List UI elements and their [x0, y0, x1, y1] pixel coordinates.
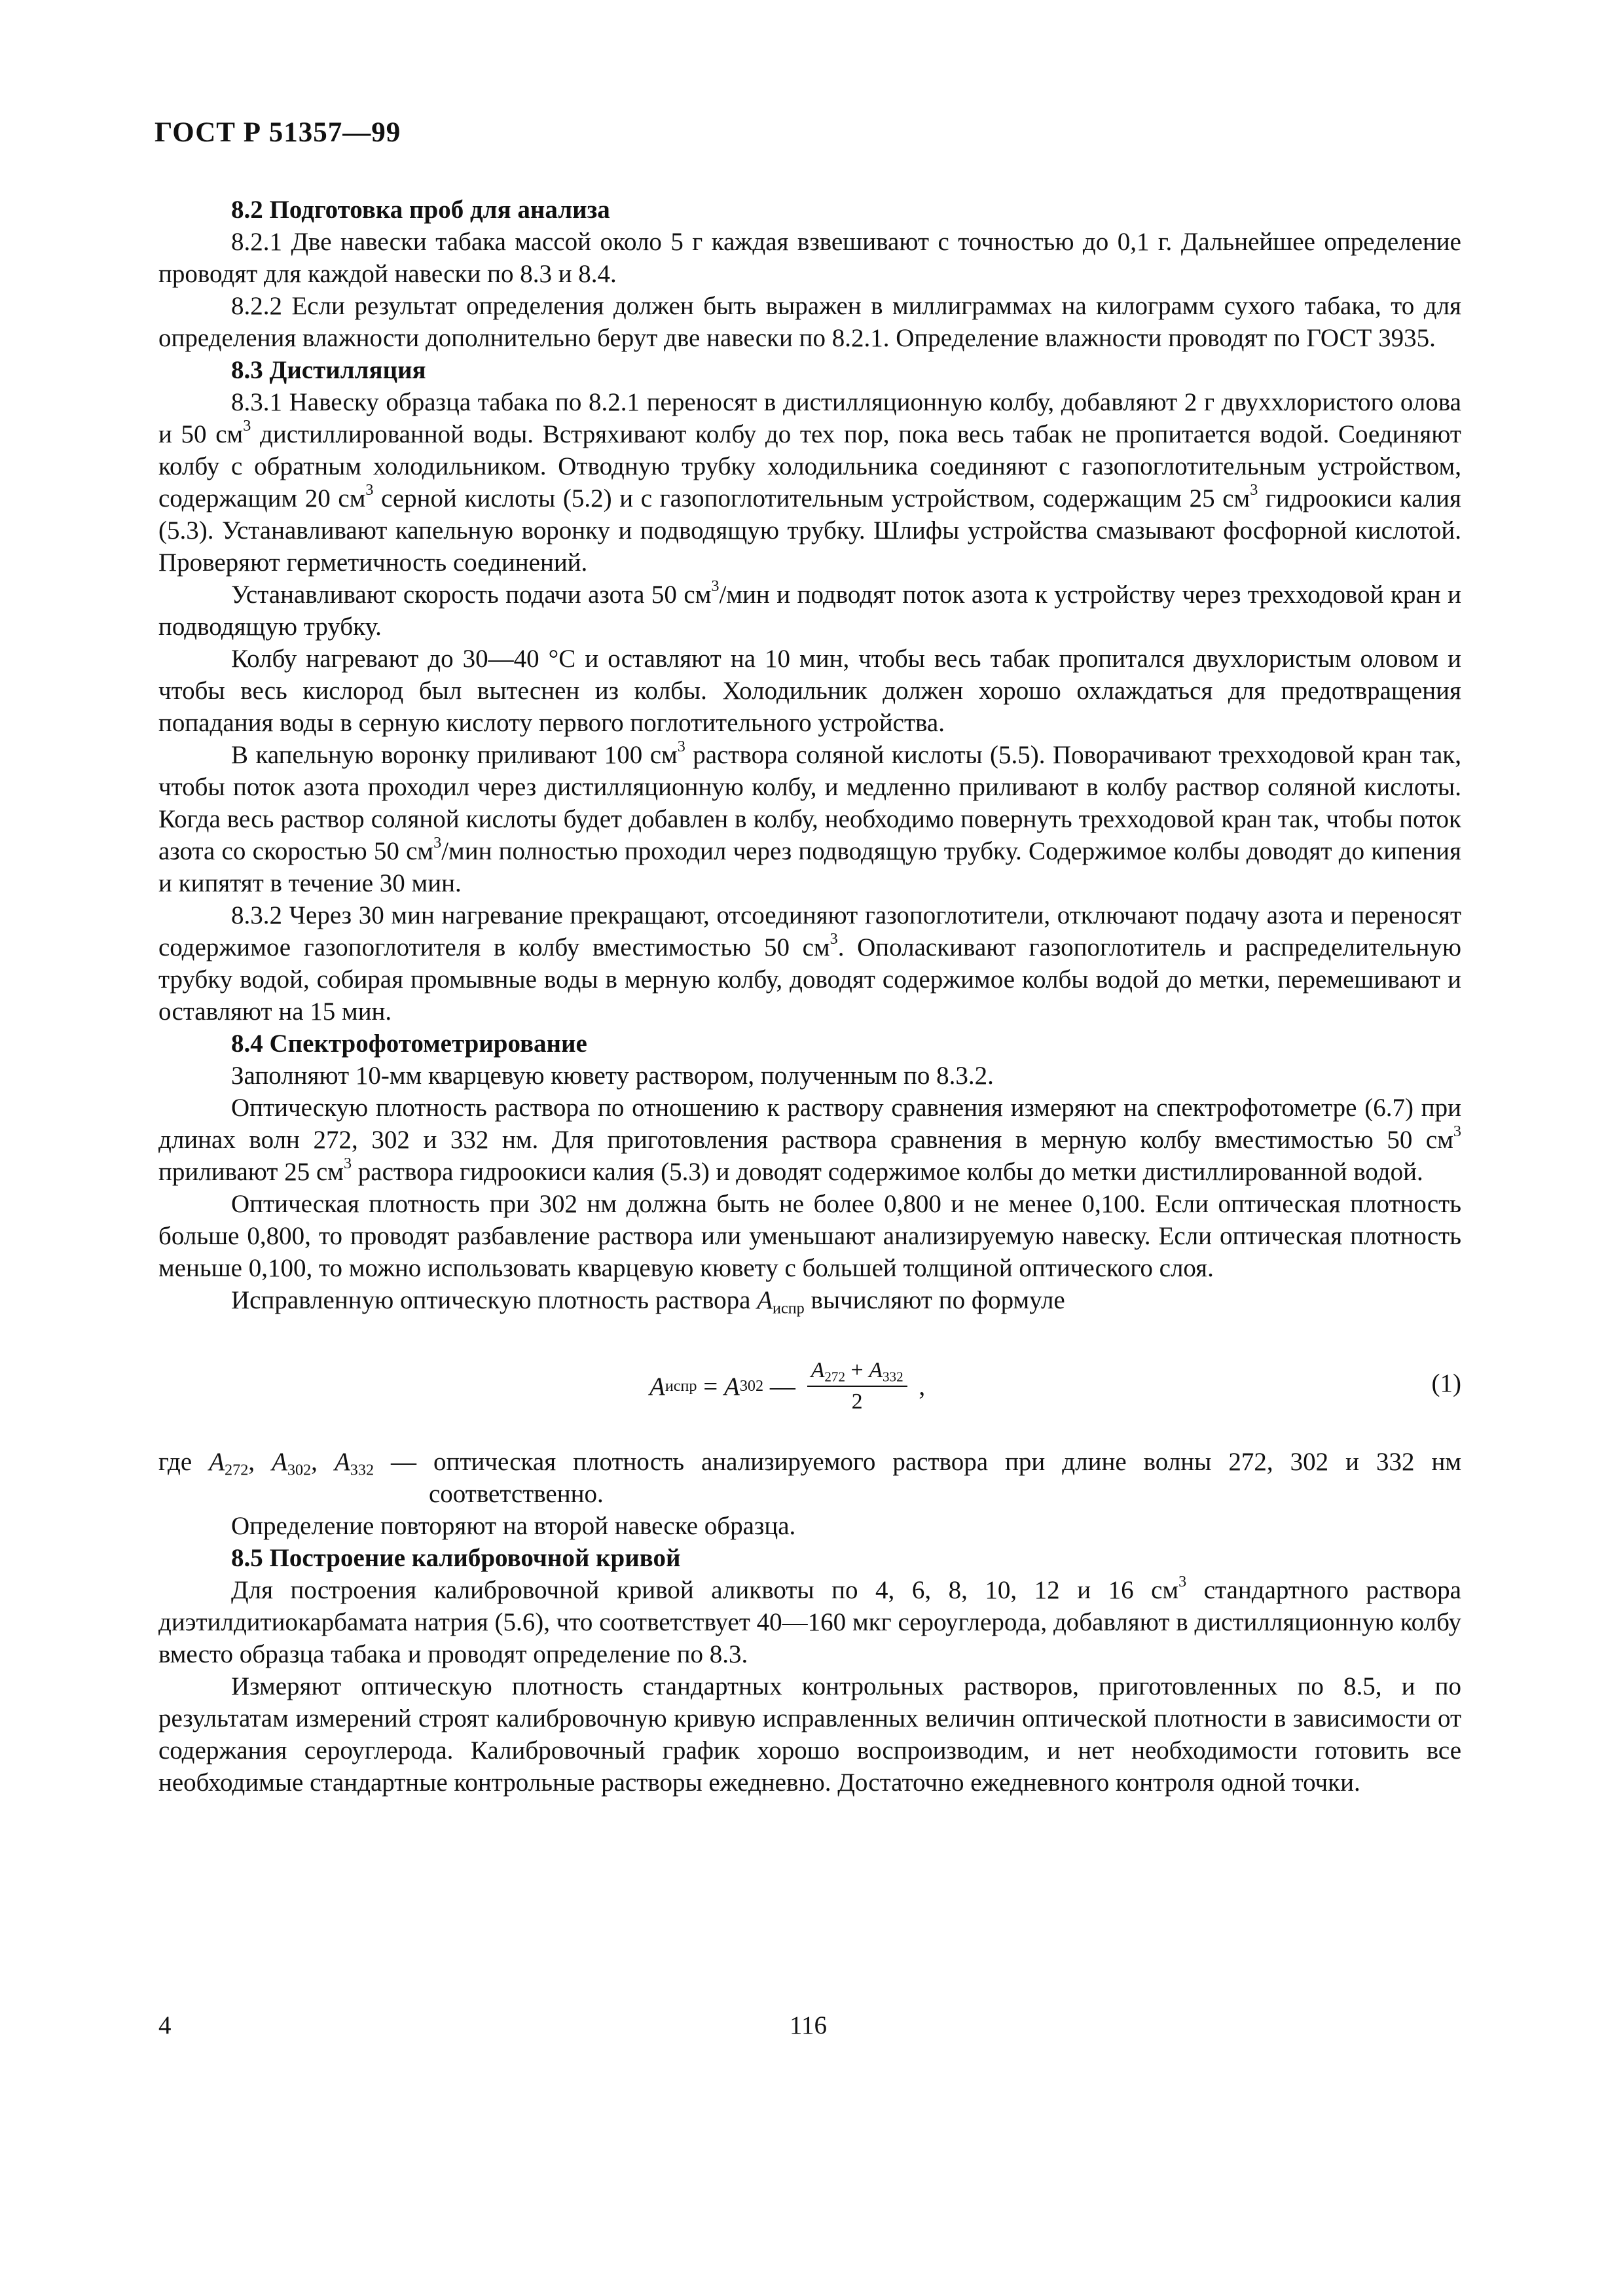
document-title: ГОСТ Р 51357—99 — [155, 117, 401, 148]
paragraph-8-2-1: 8.2.1 Две навески табака массой около 5 г каждая взвешивают с точностью до 0,1 г. Дальнейшее определение проводят для каждой навески по 8.3 и 8.4. — [158, 228, 1461, 288]
formula-legend: где $A_{272}$, $A_{302}$, $A_{332}$ — оптическая плотность анализируемого раствора при длине волны 272, 302 и 332 нм соответственно. — [158, 1448, 1462, 1508]
paragraph-calibration: Измеряют оптическую плотность стандартных контрольных растворов, приготовленных по 8.5, и по результатам измерений строят калибровочную кривую исправленных величин оптической плотности в зависимости от содержания сероуглерода. Калибровочный график хорошо воспроизводим, и нет необходимости готовить все необходимые стандартные контрольные растворы ежедневно. Достаточно ежедневного контроля одной точки. — [158, 1672, 1461, 1797]
paragraph-formula-intro: Исправленную оптическую плотность раствора $A_{испр}$ вычисляют по формуле — [231, 1286, 1065, 1318]
section-8-3-heading: 8.3 Дистилляция — [231, 356, 426, 384]
paragraph-aliquots: Для построения калибровочной кривой аликвоты по 4, 6, 8, 10, 12 и 16 $см^3$ стандартного раствора диэтилдитиокарбамата натрия (5.6), что соответствует 40—160 мкг сероуглерода, добавляют в дистилляционную колбу вместо образца табака и проводят определение по 8.3. — [158, 1572, 1461, 1668]
formula-fraction — [807, 1357, 907, 1416]
page-number-center: 116 — [790, 2011, 828, 2039]
formula-number: (1) — [1431, 1369, 1461, 1397]
formula-block — [158, 1331, 1461, 1429]
paragraph-hydrochloric-acid: В капельную воронку приливают 100 $см^3$ раствора соляной кислоты (5.5). Поворачивают трехходовой кран так, чтобы поток азота проходил через дистилляционную колбу, и медленно приливают в колбу раствор соляной кислоты. Когда весь раствор соляной кислоты будет добавлен в колбу, необходимо повернуть трехходовой кран так, чтобы поток азота со скоростью 50 $см^3$/мин полностью проходил через подводящую трубку. Содержимое колбы доводят до кипения и кипятят в течение 30 мин. — [158, 737, 1461, 897]
paragraph-cuvette: Заполняют 10-мм кварцевую кювету раствором, полученным по 8.3.2. — [231, 1062, 994, 1090]
paragraph-optical-density-measure: Оптическую плотность раствора по отношению к раствору сравнения измеряют на спектрофотометре (6.7) при длинах волн 272, 302 и 332 нм. Для приготовления раствора сравнения в мерную колбу вместимостью 50 $см^3$ приливают 25 $см^3$ раствора гидроокиси калия (5.3) и доводят содержимое колбы до метки дистиллированной водой. — [158, 1094, 1461, 1186]
paragraph-8-2-2: 8.2.2 Если результат определения должен быть выражен в миллиграммах на килограмм сухого табака, то для определения влажности дополнительно берут две навески по 8.2.1. Определение влажности проводят по ГОСТ 3935. — [158, 292, 1461, 352]
page-number-left: 4 — [158, 2011, 172, 2039]
paragraph-8-3-2: 8.3.2 Через 30 мин нагревание прекращают, отсоединяют газопоглотители, отключают подачу азота и переносят содержимое газопоглотителя в колбу вместимостью 50 $см^3$. Ополаскивают газопоглотитель и распределительную трубку водой, собирая промывные воды в мерную колбу, доводят содержимое колбы водой до метки, перемешивают и оставляют на 15 мин. — [158, 901, 1461, 1026]
fraction-numerator: $A_{272} + A_{332}$ — [807, 1357, 907, 1387]
corrected-density-formula: A испр = A 302 — $\frac{A_{272} + A_{332}}{2}$ , — [649, 1357, 925, 1416]
section-8-5-heading: 8.5 Построение калибровочной кривой — [231, 1544, 681, 1572]
paragraph-nitrogen-flow: Устанавливают скорость подачи азота 50 $см^3$/мин и подводят поток азота к устройству через трехходовой кран и подводящую трубку. — [158, 577, 1461, 641]
fraction-denominator: 2 — [851, 1390, 863, 1414]
paragraph-density-limits: Оптическая плотность при 302 нм должна быть не более 0,800 и не менее 0,100. Если оптическая плотность больше 0,800, то проводят разбавление раствора или уменьшают анализируемую навеску. Если оптическая плотность меньше 0,100, то можно использовать кварцевую кювету с большей толщиной оптического слоя. — [158, 1190, 1461, 1282]
paragraph-8-3-1: 8.3.1 Навеску образца табака по 8.2.1 переносят в дистилляционную колбу, добавляют 2 г двуххлористого олова и 50 $см^3$ дистиллированной воды. Встряхивают колбу до тех пор, пока весь табак не пропитается водой. Соединяют колбу с обратным холодильником. Отводную трубку холодильника соединяют с газопоглотительным устройством, содержащим 20 $см^3$ серной кислоты (5.2) и с газопоглотительным устройством, содержащим 25 $см^3$ гидроокиси калия (5.3). Устанавливают капельную воронку и подводящую трубку. Шлифы устройства смазывают фосфорной кислотой. Проверяют герметичность соединений. — [158, 388, 1461, 577]
document-body — [158, 194, 1461, 1799]
paragraph-repeat: Определение повторяют на второй навеске образца. — [231, 1512, 796, 1540]
section-8-2-heading: 8.2 Подготовка проб для анализа — [231, 196, 610, 224]
paragraph-heating: Колбу нагревают до 30—40 °С и оставляют на 10 мин, чтобы весь табак пропитался двухлористым оловом и чтобы весь кислород был вытеснен из колбы. Холодильник должен хорошо охлаждаться для предотвращения попадания воды в серную кислоту первого поглотительного устройства. — [158, 645, 1461, 737]
section-8-4-heading: 8.4 Спектрофотометрирование — [231, 1030, 587, 1058]
